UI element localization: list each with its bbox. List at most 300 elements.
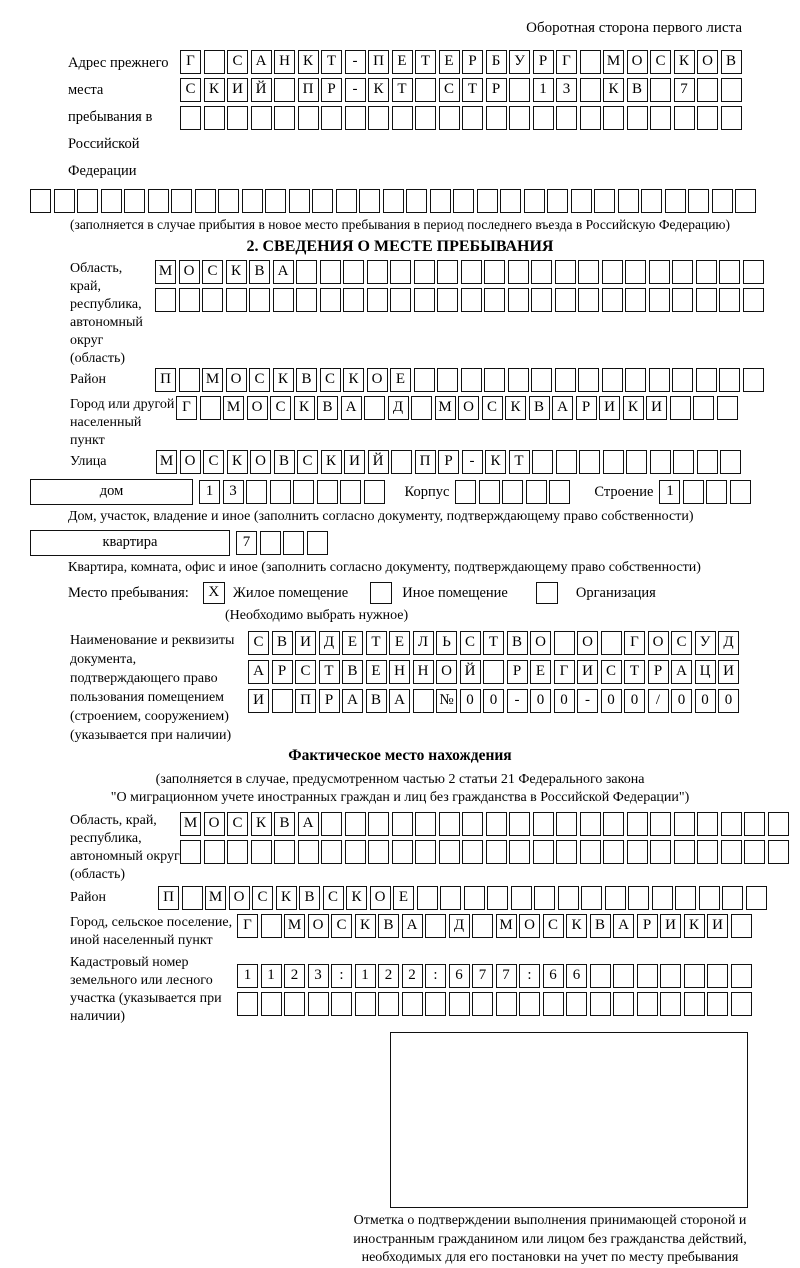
char-box[interactable] <box>449 992 470 1016</box>
char-box[interactable] <box>555 260 576 284</box>
char-box[interactable]: К <box>321 450 342 474</box>
char-box[interactable] <box>345 106 366 130</box>
char-box[interactable] <box>355 992 376 1016</box>
char-box[interactable] <box>543 992 564 1016</box>
char-box[interactable] <box>628 886 649 910</box>
char-box[interactable] <box>486 840 507 864</box>
char-box[interactable]: М <box>155 260 176 284</box>
char-box[interactable] <box>500 189 521 213</box>
char-box[interactable] <box>226 288 247 312</box>
char-box[interactable]: Т <box>483 631 504 655</box>
char-box[interactable] <box>672 260 693 284</box>
char-box[interactable]: В <box>366 689 387 713</box>
char-box[interactable]: К <box>343 368 364 392</box>
char-box[interactable] <box>637 992 658 1016</box>
char-box[interactable] <box>602 260 623 284</box>
char-box[interactable]: О <box>247 396 268 420</box>
char-box[interactable]: 1 <box>355 964 376 988</box>
char-box[interactable] <box>101 189 122 213</box>
char-box[interactable]: С <box>270 396 291 420</box>
char-box[interactable] <box>580 812 601 836</box>
char-box[interactable]: М <box>284 914 305 938</box>
char-box[interactable]: С <box>331 914 352 938</box>
char-box[interactable] <box>298 840 319 864</box>
char-box[interactable] <box>673 450 694 474</box>
char-box[interactable]: 1 <box>199 480 220 504</box>
char-box[interactable] <box>461 368 482 392</box>
char-box[interactable] <box>531 368 552 392</box>
char-box[interactable] <box>649 288 670 312</box>
char-box[interactable] <box>54 189 75 213</box>
char-box[interactable] <box>320 288 341 312</box>
char-box[interactable] <box>556 840 577 864</box>
char-box[interactable]: 0 <box>530 689 551 713</box>
char-box[interactable] <box>650 78 671 102</box>
char-box[interactable]: Р <box>438 450 459 474</box>
char-box[interactable] <box>413 689 434 713</box>
char-box[interactable] <box>556 812 577 836</box>
char-box[interactable] <box>719 260 740 284</box>
char-box[interactable] <box>227 840 248 864</box>
char-box[interactable]: М <box>435 396 456 420</box>
char-box[interactable]: 0 <box>460 689 481 713</box>
char-box[interactable]: М <box>202 368 223 392</box>
char-box[interactable]: К <box>505 396 526 420</box>
char-box[interactable] <box>364 396 385 420</box>
char-box[interactable]: К <box>298 50 319 74</box>
char-box[interactable]: Т <box>624 660 645 684</box>
char-box[interactable] <box>439 106 460 130</box>
char-box[interactable]: О <box>179 260 200 284</box>
char-box[interactable] <box>649 260 670 284</box>
char-box[interactable] <box>697 78 718 102</box>
char-box[interactable] <box>246 480 267 504</box>
char-box[interactable]: - <box>507 689 528 713</box>
char-box[interactable]: И <box>227 78 248 102</box>
char-box[interactable]: П <box>295 689 316 713</box>
char-box[interactable] <box>425 992 446 1016</box>
char-box[interactable]: Н <box>274 50 295 74</box>
char-box[interactable] <box>345 840 366 864</box>
char-box[interactable] <box>743 288 764 312</box>
char-box[interactable]: 1 <box>261 964 282 988</box>
char-box[interactable]: С <box>543 914 564 938</box>
char-box[interactable]: А <box>273 260 294 284</box>
char-box[interactable]: В <box>507 631 528 655</box>
char-box[interactable]: О <box>577 631 598 655</box>
char-box[interactable]: С <box>295 660 316 684</box>
char-box[interactable] <box>660 964 681 988</box>
char-box[interactable] <box>508 368 529 392</box>
char-box[interactable]: Г <box>554 660 575 684</box>
char-box[interactable]: О <box>436 660 457 684</box>
char-box[interactable] <box>554 631 575 655</box>
char-box[interactable] <box>650 106 671 130</box>
char-box[interactable]: К <box>204 78 225 102</box>
char-box[interactable] <box>437 288 458 312</box>
char-box[interactable]: 6 <box>543 964 564 988</box>
char-box[interactable]: - <box>345 78 366 102</box>
char-box[interactable]: Р <box>272 660 293 684</box>
other-premises-checkbox[interactable] <box>370 582 392 604</box>
char-box[interactable]: М <box>496 914 517 938</box>
char-box[interactable] <box>296 288 317 312</box>
char-box[interactable] <box>274 106 295 130</box>
char-box[interactable] <box>707 992 728 1016</box>
char-box[interactable]: 3 <box>556 78 577 102</box>
char-box[interactable] <box>437 368 458 392</box>
char-box[interactable] <box>555 368 576 392</box>
char-box[interactable] <box>719 288 740 312</box>
char-box[interactable] <box>391 450 412 474</box>
char-box[interactable] <box>307 531 328 555</box>
char-box[interactable] <box>402 992 423 1016</box>
char-box[interactable]: Е <box>342 631 363 655</box>
char-box[interactable]: - <box>577 689 598 713</box>
char-box[interactable] <box>415 78 436 102</box>
char-box[interactable] <box>746 886 767 910</box>
char-box[interactable] <box>461 260 482 284</box>
char-box[interactable]: О <box>370 886 391 910</box>
char-box[interactable]: А <box>552 396 573 420</box>
char-box[interactable] <box>696 368 717 392</box>
char-box[interactable] <box>627 106 648 130</box>
char-box[interactable] <box>526 480 547 504</box>
char-box[interactable] <box>180 106 201 130</box>
char-box[interactable]: Й <box>368 450 389 474</box>
char-box[interactable]: К <box>485 450 506 474</box>
char-box[interactable] <box>603 812 624 836</box>
char-box[interactable] <box>649 368 670 392</box>
char-box[interactable]: П <box>368 50 389 74</box>
char-box[interactable]: Н <box>413 660 434 684</box>
char-box[interactable]: А <box>342 689 363 713</box>
char-box[interactable] <box>462 106 483 130</box>
char-box[interactable] <box>625 288 646 312</box>
char-box[interactable] <box>439 840 460 864</box>
char-box[interactable] <box>675 886 696 910</box>
char-box[interactable]: К <box>346 886 367 910</box>
char-box[interactable] <box>251 840 272 864</box>
char-box[interactable] <box>696 260 717 284</box>
char-box[interactable] <box>549 480 570 504</box>
char-box[interactable] <box>472 992 493 1016</box>
char-box[interactable] <box>533 106 554 130</box>
char-box[interactable] <box>155 288 176 312</box>
char-box[interactable] <box>415 812 436 836</box>
char-box[interactable] <box>261 992 282 1016</box>
char-box[interactable]: К <box>227 450 248 474</box>
char-box[interactable] <box>509 812 530 836</box>
char-box[interactable] <box>383 189 404 213</box>
char-box[interactable]: 1 <box>237 964 258 988</box>
char-box[interactable] <box>693 396 714 420</box>
char-box[interactable] <box>532 450 553 474</box>
char-box[interactable] <box>251 106 272 130</box>
char-box[interactable] <box>343 260 364 284</box>
char-box[interactable]: 2 <box>378 964 399 988</box>
char-box[interactable] <box>730 480 751 504</box>
char-box[interactable] <box>721 78 742 102</box>
char-box[interactable] <box>321 106 342 130</box>
char-box[interactable] <box>437 260 458 284</box>
char-box[interactable] <box>283 531 304 555</box>
char-box[interactable]: А <box>251 50 272 74</box>
char-box[interactable] <box>484 288 505 312</box>
char-box[interactable]: С <box>180 78 201 102</box>
char-box[interactable] <box>605 886 626 910</box>
char-box[interactable] <box>218 189 239 213</box>
char-box[interactable] <box>227 106 248 130</box>
char-box[interactable] <box>743 368 764 392</box>
char-box[interactable]: Р <box>462 50 483 74</box>
char-box[interactable]: В <box>590 914 611 938</box>
char-box[interactable] <box>721 812 742 836</box>
char-box[interactable] <box>180 840 201 864</box>
char-box[interactable]: 0 <box>601 689 622 713</box>
char-box[interactable] <box>364 480 385 504</box>
char-box[interactable]: О <box>530 631 551 655</box>
char-box[interactable]: В <box>378 914 399 938</box>
char-box[interactable] <box>697 840 718 864</box>
char-box[interactable] <box>390 288 411 312</box>
char-box[interactable]: Ц <box>695 660 716 684</box>
char-box[interactable] <box>439 812 460 836</box>
char-box[interactable]: 0 <box>718 689 739 713</box>
char-box[interactable]: В <box>249 260 270 284</box>
char-box[interactable] <box>392 840 413 864</box>
char-box[interactable]: Й <box>251 78 272 102</box>
char-box[interactable]: 2 <box>284 964 305 988</box>
char-box[interactable] <box>547 189 568 213</box>
char-box[interactable]: В <box>274 812 295 836</box>
char-box[interactable] <box>483 660 504 684</box>
char-box[interactable] <box>697 450 718 474</box>
char-box[interactable] <box>261 914 282 938</box>
char-box[interactable]: А <box>402 914 423 938</box>
char-box[interactable] <box>415 106 436 130</box>
char-box[interactable]: Р <box>648 660 669 684</box>
char-box[interactable] <box>414 288 435 312</box>
char-box[interactable]: 0 <box>554 689 575 713</box>
char-box[interactable] <box>392 812 413 836</box>
char-box[interactable] <box>260 531 281 555</box>
char-box[interactable] <box>312 189 333 213</box>
char-box[interactable] <box>368 106 389 130</box>
char-box[interactable] <box>249 288 270 312</box>
char-box[interactable]: В <box>274 450 295 474</box>
char-box[interactable]: С <box>202 260 223 284</box>
char-box[interactable]: Г <box>556 50 577 74</box>
char-box[interactable] <box>731 992 752 1016</box>
char-box[interactable]: А <box>248 660 269 684</box>
char-box[interactable] <box>721 106 742 130</box>
char-box[interactable]: И <box>577 660 598 684</box>
char-box[interactable] <box>293 480 314 504</box>
char-box[interactable] <box>274 78 295 102</box>
char-box[interactable]: К <box>273 368 294 392</box>
char-box[interactable] <box>650 450 671 474</box>
char-box[interactable]: 0 <box>671 689 692 713</box>
char-box[interactable] <box>462 812 483 836</box>
char-box[interactable]: : <box>331 964 352 988</box>
char-box[interactable]: К <box>674 50 695 74</box>
char-box[interactable] <box>768 812 789 836</box>
char-box[interactable] <box>378 992 399 1016</box>
char-box[interactable] <box>392 106 413 130</box>
char-box[interactable]: Г <box>237 914 258 938</box>
char-box[interactable] <box>558 886 579 910</box>
char-box[interactable] <box>684 964 705 988</box>
char-box[interactable] <box>508 260 529 284</box>
char-box[interactable]: А <box>613 914 634 938</box>
char-box[interactable] <box>509 840 530 864</box>
char-box[interactable]: Р <box>486 78 507 102</box>
char-box[interactable] <box>321 812 342 836</box>
char-box[interactable]: И <box>248 689 269 713</box>
char-box[interactable]: Г <box>176 396 197 420</box>
char-box[interactable] <box>509 78 530 102</box>
char-box[interactable]: В <box>342 660 363 684</box>
char-box[interactable] <box>204 840 225 864</box>
char-box[interactable]: А <box>389 689 410 713</box>
char-box[interactable]: О <box>367 368 388 392</box>
char-box[interactable]: 2 <box>402 964 423 988</box>
char-box[interactable] <box>242 189 263 213</box>
char-box[interactable] <box>148 189 169 213</box>
char-box[interactable]: Р <box>321 78 342 102</box>
char-box[interactable] <box>665 189 686 213</box>
char-box[interactable]: Г <box>180 50 201 74</box>
char-box[interactable]: - <box>345 50 366 74</box>
char-box[interactable] <box>462 840 483 864</box>
char-box[interactable]: П <box>155 368 176 392</box>
char-box[interactable] <box>672 288 693 312</box>
char-box[interactable]: М <box>156 450 177 474</box>
char-box[interactable] <box>696 288 717 312</box>
char-box[interactable] <box>719 368 740 392</box>
char-box[interactable]: 3 <box>308 964 329 988</box>
char-box[interactable] <box>688 189 709 213</box>
char-box[interactable]: И <box>646 396 667 420</box>
char-box[interactable]: С <box>248 631 269 655</box>
char-box[interactable]: А <box>341 396 362 420</box>
char-box[interactable] <box>641 189 662 213</box>
char-box[interactable]: И <box>707 914 728 938</box>
char-box[interactable] <box>731 964 752 988</box>
char-box[interactable]: Т <box>392 78 413 102</box>
char-box[interactable] <box>345 812 366 836</box>
char-box[interactable]: С <box>227 50 248 74</box>
char-box[interactable] <box>414 368 435 392</box>
char-box[interactable]: 1 <box>533 78 554 102</box>
char-box[interactable]: Е <box>389 631 410 655</box>
char-box[interactable]: И <box>295 631 316 655</box>
char-box[interactable]: О <box>648 631 669 655</box>
char-box[interactable] <box>367 288 388 312</box>
char-box[interactable]: С <box>323 886 344 910</box>
char-box[interactable] <box>321 840 342 864</box>
char-box[interactable]: : <box>519 964 540 988</box>
char-box[interactable]: П <box>298 78 319 102</box>
char-box[interactable] <box>284 992 305 1016</box>
char-box[interactable] <box>30 189 51 213</box>
char-box[interactable]: И <box>344 450 365 474</box>
char-box[interactable] <box>484 260 505 284</box>
char-box[interactable] <box>580 106 601 130</box>
char-box[interactable] <box>674 812 695 836</box>
char-box[interactable]: Б <box>486 50 507 74</box>
char-box[interactable] <box>237 992 258 1016</box>
char-box[interactable]: 1 <box>659 480 680 504</box>
char-box[interactable] <box>590 992 611 1016</box>
char-box[interactable] <box>479 480 500 504</box>
char-box[interactable] <box>602 288 623 312</box>
char-box[interactable] <box>124 189 145 213</box>
char-box[interactable] <box>672 368 693 392</box>
char-box[interactable] <box>343 288 364 312</box>
char-box[interactable]: Д <box>718 631 739 655</box>
char-box[interactable]: Р <box>533 50 554 74</box>
char-box[interactable]: С <box>482 396 503 420</box>
char-box[interactable] <box>743 260 764 284</box>
char-box[interactable] <box>697 106 718 130</box>
char-box[interactable]: Е <box>366 660 387 684</box>
char-box[interactable] <box>455 480 476 504</box>
char-box[interactable]: 0 <box>483 689 504 713</box>
char-box[interactable]: 7 <box>674 78 695 102</box>
char-box[interactable]: Д <box>449 914 470 938</box>
char-box[interactable]: С <box>249 368 270 392</box>
char-box[interactable] <box>670 396 691 420</box>
char-box[interactable]: С <box>227 812 248 836</box>
char-box[interactable] <box>613 964 634 988</box>
char-box[interactable] <box>627 840 648 864</box>
char-box[interactable] <box>425 914 446 938</box>
organization-checkbox[interactable] <box>536 582 558 604</box>
char-box[interactable]: 0 <box>695 689 716 713</box>
char-box[interactable] <box>524 189 545 213</box>
char-box[interactable] <box>697 812 718 836</box>
char-box[interactable] <box>298 106 319 130</box>
char-box[interactable]: - <box>462 450 483 474</box>
char-box[interactable] <box>578 288 599 312</box>
char-box[interactable]: П <box>415 450 436 474</box>
char-box[interactable] <box>336 189 357 213</box>
char-box[interactable]: К <box>226 260 247 284</box>
char-box[interactable] <box>613 992 634 1016</box>
char-box[interactable] <box>731 914 752 938</box>
char-box[interactable] <box>77 189 98 213</box>
char-box[interactable] <box>744 840 765 864</box>
char-box[interactable] <box>699 886 720 910</box>
char-box[interactable]: Т <box>366 631 387 655</box>
char-box[interactable] <box>440 886 461 910</box>
char-box[interactable]: М <box>603 50 624 74</box>
char-box[interactable] <box>652 886 673 910</box>
char-box[interactable] <box>768 840 789 864</box>
char-box[interactable]: К <box>623 396 644 420</box>
char-box[interactable]: В <box>529 396 550 420</box>
char-box[interactable]: № <box>436 689 457 713</box>
char-box[interactable] <box>195 189 216 213</box>
char-box[interactable]: В <box>296 368 317 392</box>
char-box[interactable]: К <box>566 914 587 938</box>
char-box[interactable] <box>581 886 602 910</box>
char-box[interactable]: О <box>226 368 247 392</box>
char-box[interactable] <box>430 189 451 213</box>
char-box[interactable]: 7 <box>496 964 517 988</box>
